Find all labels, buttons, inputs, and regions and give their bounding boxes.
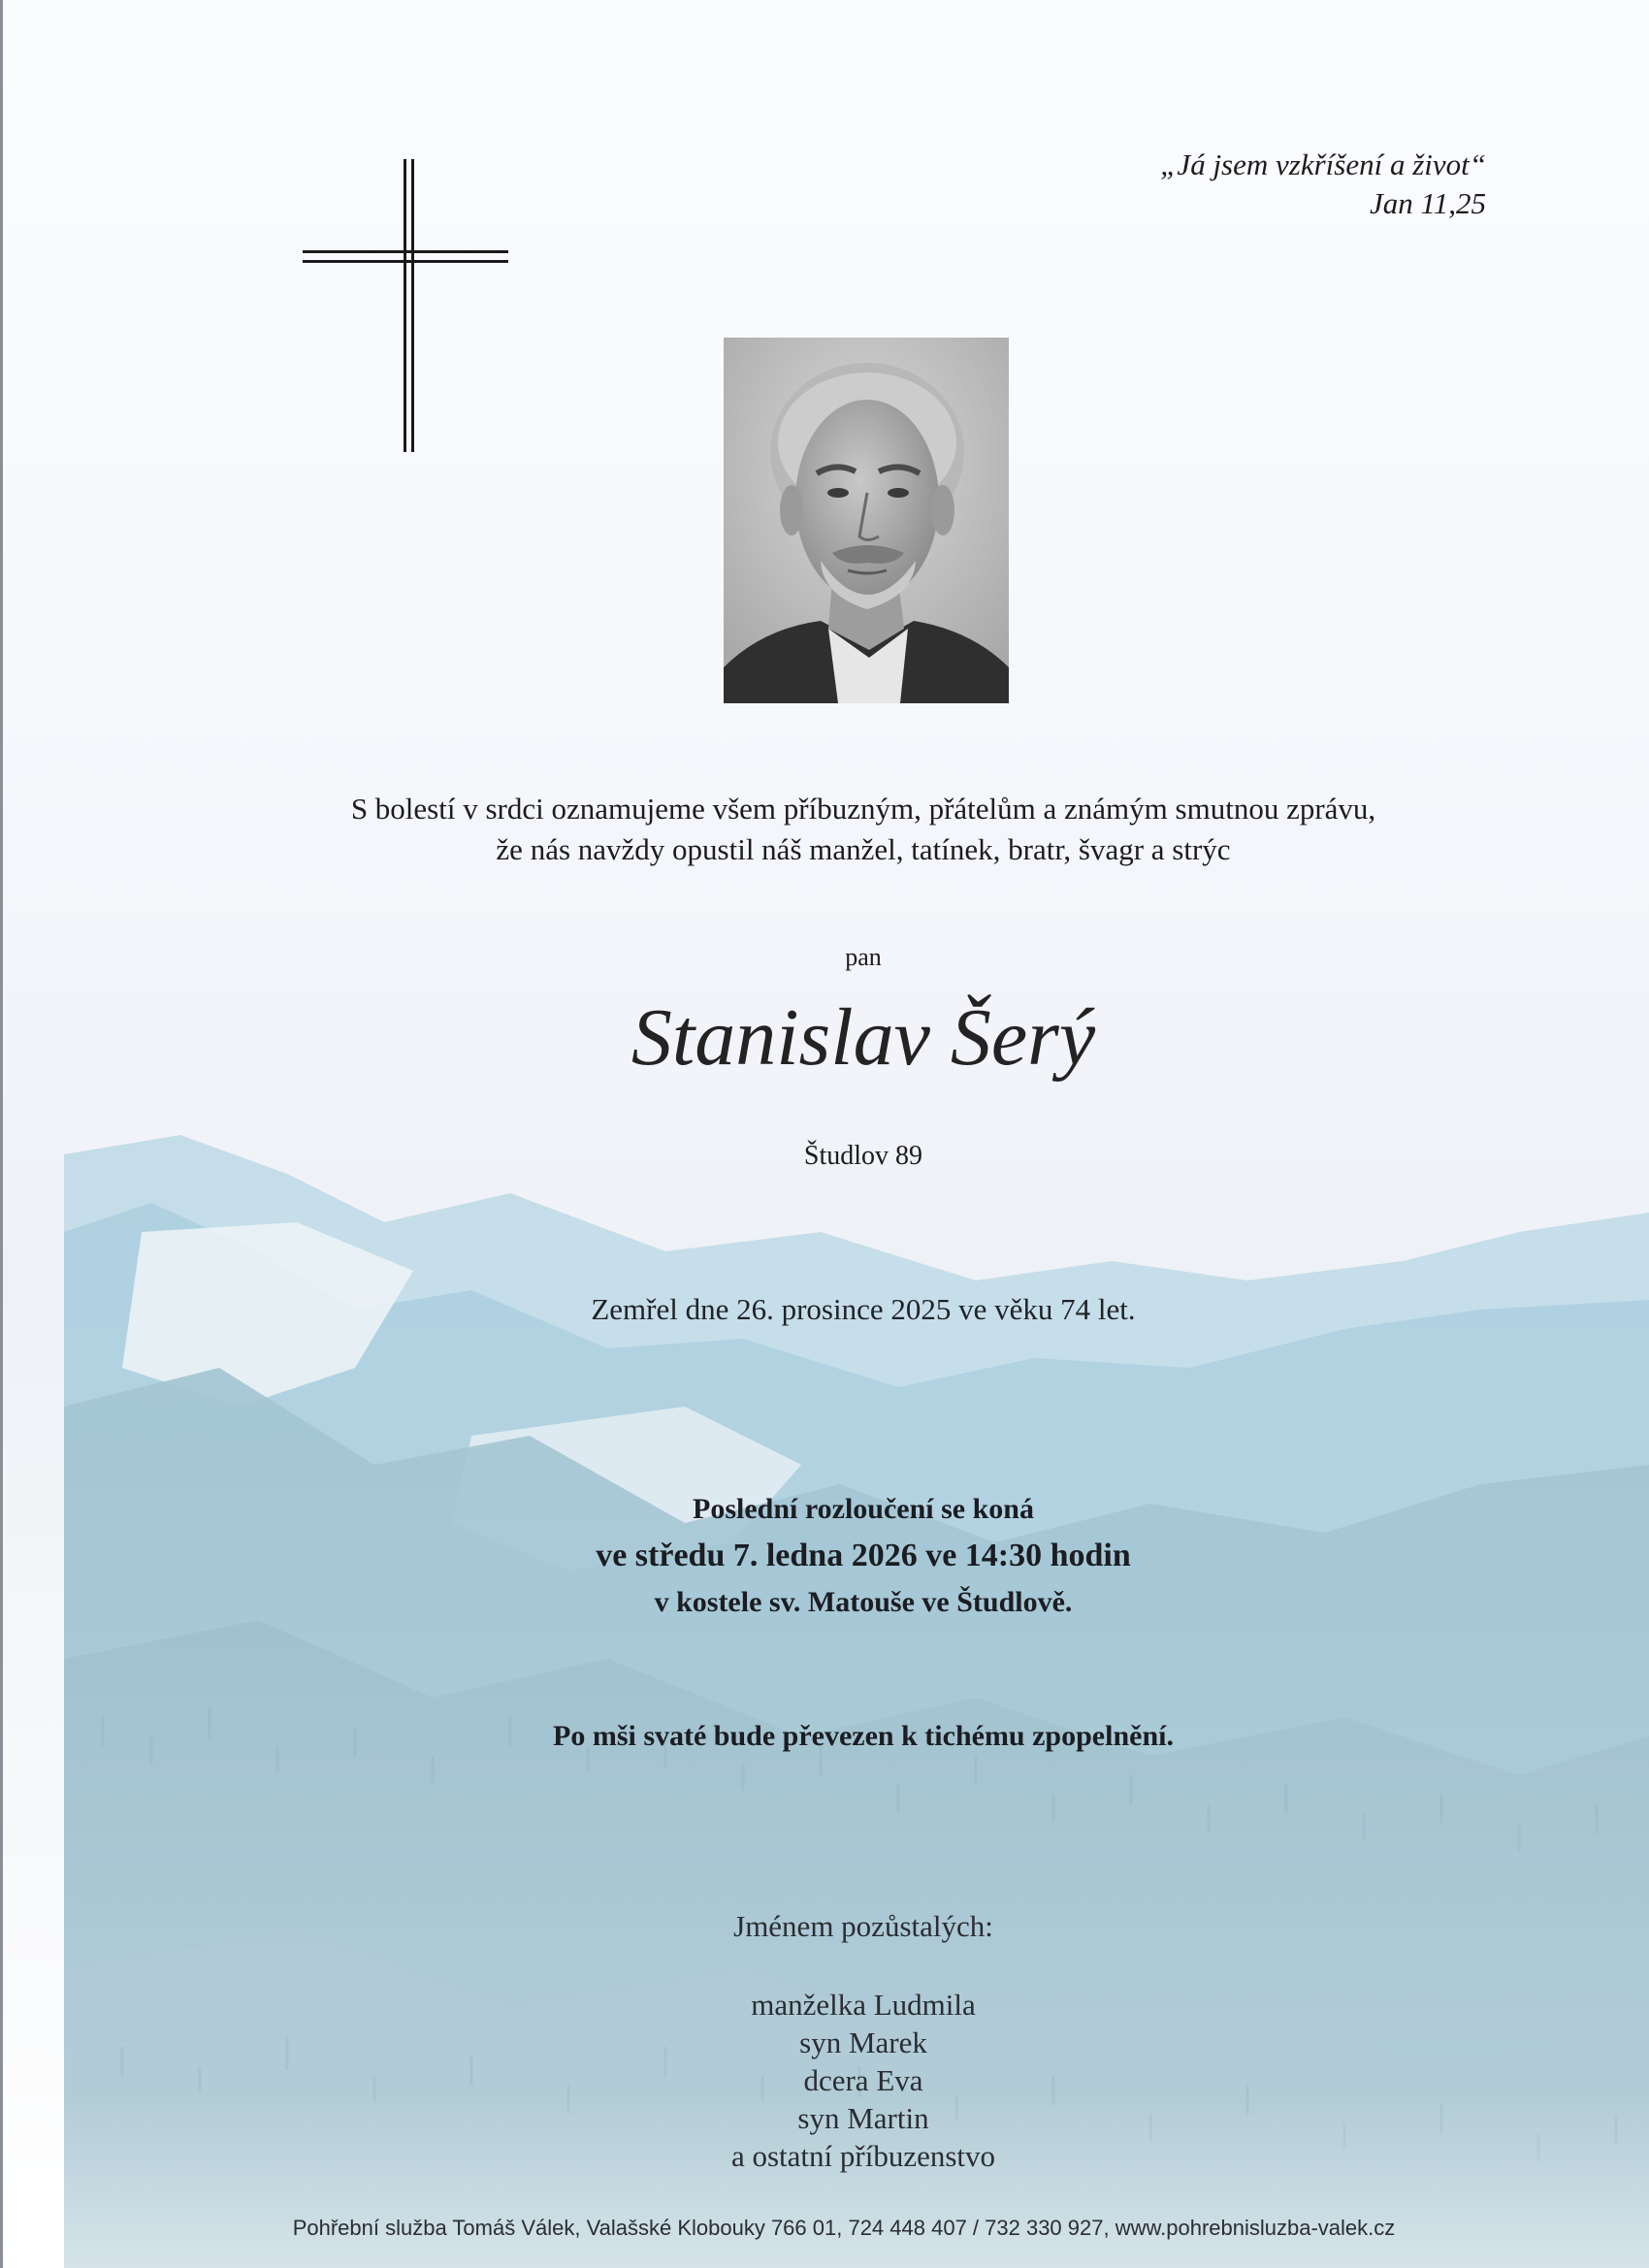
- mourner-item: syn Marek: [799, 2025, 927, 2059]
- mourners-list: [572, 1986, 1154, 2175]
- deceased-name: Stanislav Šerý: [630, 992, 1096, 1083]
- announcement-text: [242, 789, 1484, 870]
- mourner-item: dcera Eva: [803, 2063, 923, 2097]
- mourners-heading: Jménem pozůstalých:: [733, 1909, 993, 1943]
- mourner-item: manželka Ludmila: [751, 1988, 976, 2022]
- cremation-note: Po mši svaté bude převezen k tichému zpopelnění.: [553, 1720, 1174, 1752]
- portrait-photo: [724, 338, 1009, 703]
- deceased-address: Študlov 89: [803, 1141, 923, 1171]
- mourner-item: a ostatní příbuzenstvo: [730, 2139, 996, 2173]
- quote-reference: Jan 11,25: [1370, 186, 1486, 220]
- mourner-item: syn Martin: [797, 2101, 929, 2135]
- funeral-line-3: v kostele sv. Matouše ve Študlově.: [654, 1586, 1073, 1618]
- funeral-details: [388, 1486, 1339, 1626]
- death-notice: Zemřel dne 26. prosince 2025 ve věku 74 let.: [591, 1292, 1136, 1326]
- bible-quote: [904, 146, 1486, 223]
- quote-text: „Já jsem vzkříšení a život“: [1160, 147, 1486, 181]
- page-left-edge: [0, 0, 3, 2268]
- funeral-line-2: ve středu 7. ledna 2026 ve 14:30 hodin: [596, 1538, 1131, 1573]
- cross-icon: [303, 159, 508, 452]
- funeral-service-footer: Pohřební služba Tomáš Válek, Valašské Klobouky 766 01, 724 448 407 / 732 330 927, www.pohrebnisluzba-valek.cz: [292, 2216, 1396, 2240]
- announcement-line-2: že nás navždy opustil náš manžel, tatínek, bratr, švagr a strýc: [496, 832, 1231, 866]
- funeral-line-1: Poslední rozloučení se koná: [693, 1493, 1034, 1525]
- announcement-line-1: S bolestí v srdci oznamujeme všem příbuzným, přátelům a známým smutnou zprávu,: [350, 792, 1376, 826]
- salutation: pan: [845, 943, 882, 971]
